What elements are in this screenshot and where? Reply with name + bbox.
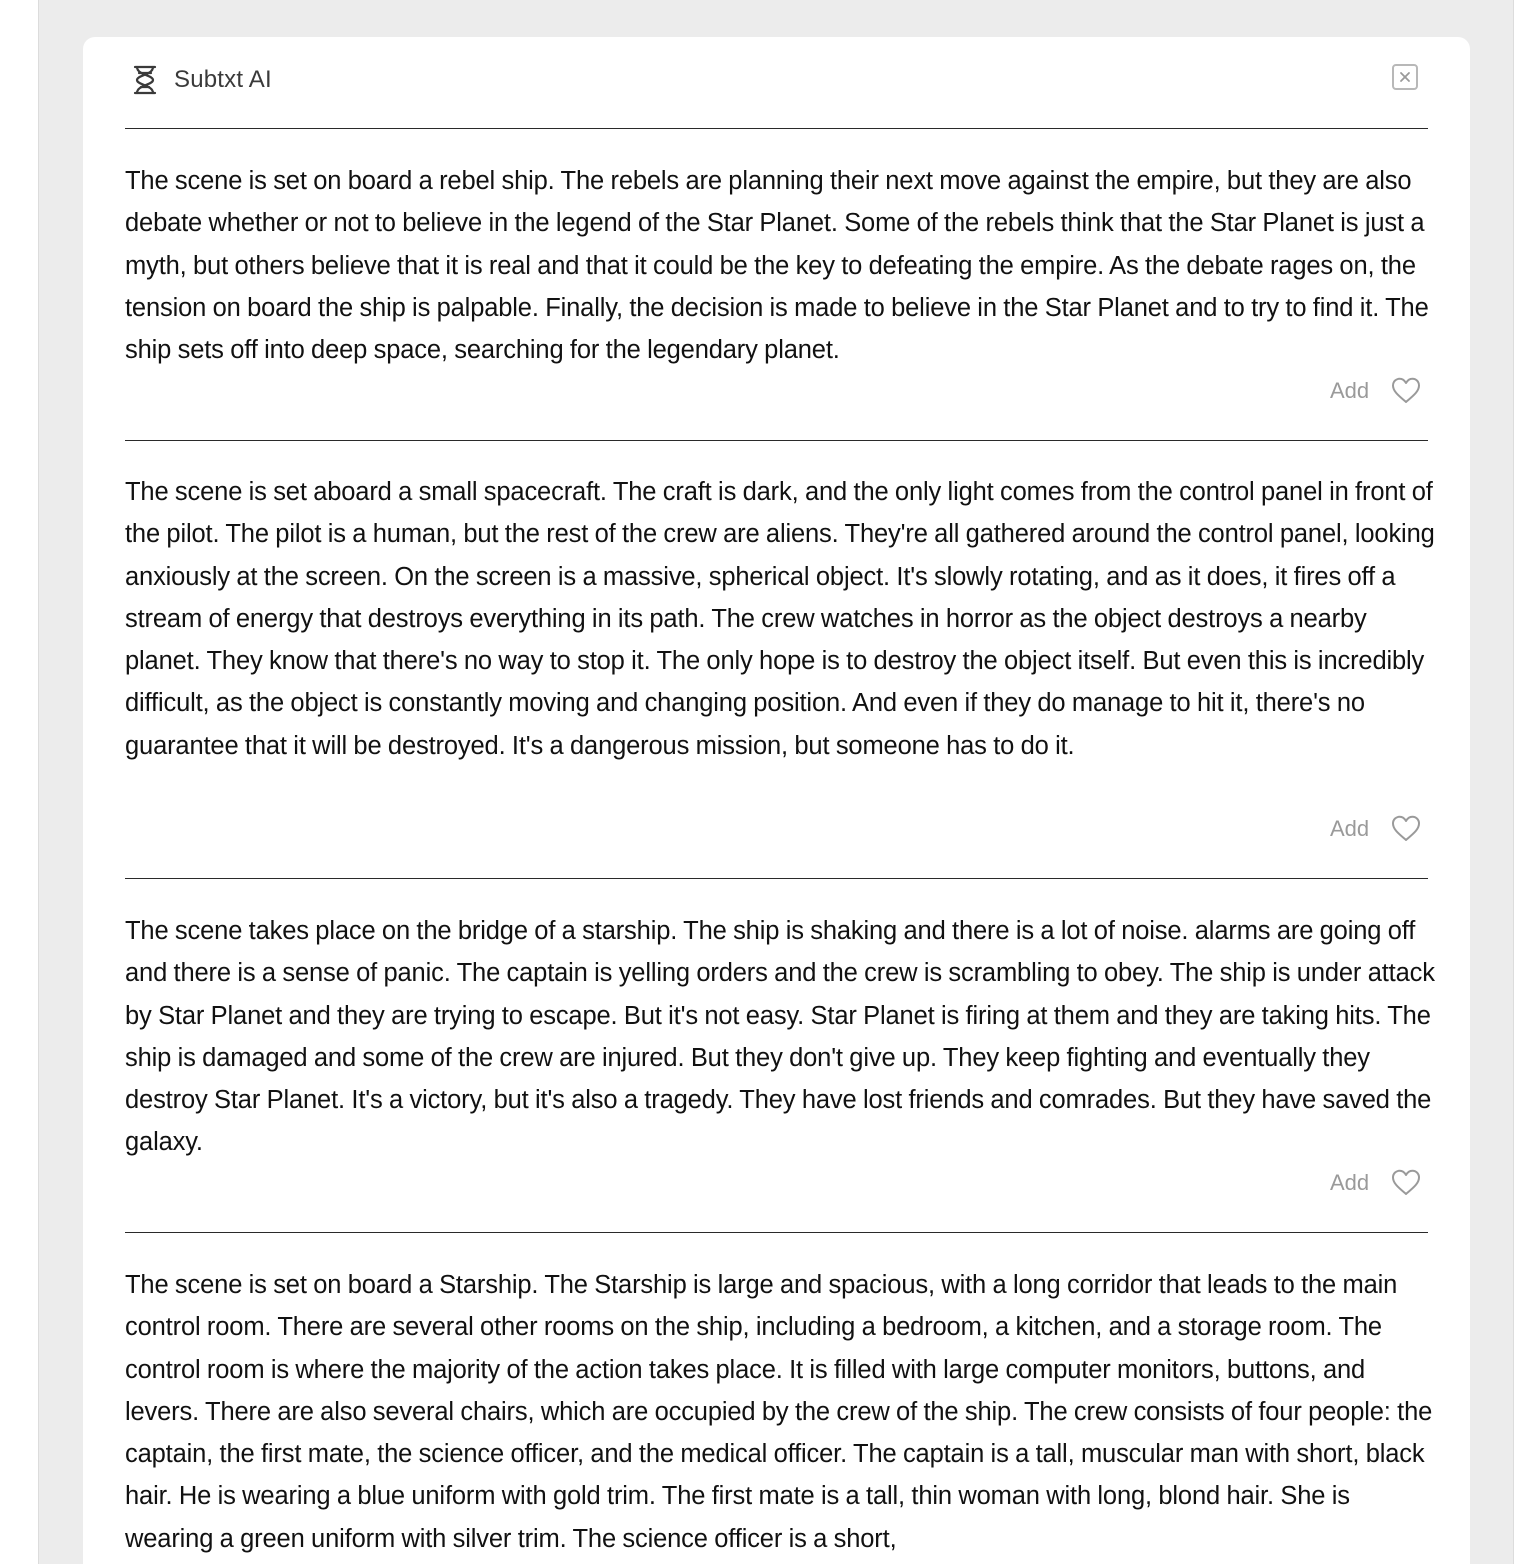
app-title: Subtxt AI xyxy=(174,66,272,93)
add-button[interactable]: Add xyxy=(1330,811,1369,847)
result-actions xyxy=(1303,1165,1428,1201)
page-margin-left xyxy=(0,0,38,1564)
hourglass-icon xyxy=(133,65,157,95)
divider xyxy=(125,1232,1428,1233)
heart-icon[interactable] xyxy=(1391,376,1421,406)
divider xyxy=(125,440,1428,441)
result-text: The scene is set on board a Starship. The Starship is large and spacious, with a long corridor that leads to the main control room. There are several other rooms on the ship, including a bedroom, a kitchen, and a storage room. The control room is where the majority of the action takes place. It is filled with large computer monitors, buttons, and levers. There are also several chairs, which are occupied by the crew of the ship. The crew consists of four people: the captain, the first mate, the science officer, and the medical officer. The captain is a tall, muscular man with short, black hair. He is wearing a blue uniform with gold trim. The first mate is a tall, thin woman with long, blond hair. She is wearing a green uniform with silver trim. The science officer is a short, xyxy=(125,1271,1433,1553)
add-button[interactable]: Add xyxy=(1330,1165,1369,1201)
result-text: The scene is set aboard a small spacecraft. The craft is dark, and the only light comes from the control panel in front of the pilot. The pilot is a human, but the rest of the crew are aliens. They're all gathered around the control panel, looking anxiously at the screen. On the screen is a massive, spherical object. It's slowly rotating, and as it does, it fires off a stream of energy that destroys everything in its path. The crew watches in horror as the object destroys a nearby planet. They know that there's no way to stop it. The only hope is to destroy the object itself. But even this is incredibly difficult, as the object is constantly moving and changing position. And even if they do manage to hit it, there's no guarantee that it will be destroyed. It's a dangerous mission, but someone has to do it. xyxy=(125,478,1435,760)
result-text: The scene takes place on the bridge of a starship. The ship is shaking and there is a lot of noise. alarms are going off and there is a sense of panic. The captain is yelling orders and the crew is scrambling to obey. The ship is under attack by Star Planet and they are trying to escape. But it's not easy. Star Planet is firing at them and they are taking hits. The ship is damaged and some of the crew are injured. But they don't give up. They keep fighting and eventually they destroy Star Planet. It's a victory, but it's also a tragedy. They have lost friends and comrades. But they have saved the galaxy. xyxy=(125,917,1435,1157)
divider xyxy=(125,128,1428,129)
result-actions xyxy=(1303,373,1428,409)
page-margin-right xyxy=(1514,0,1536,1564)
heart-icon[interactable] xyxy=(1391,814,1421,844)
result-text: The scene is set on board a rebel ship. The rebels are planning their next move against the empire, but they are also debate whether or not to believe in the legend of the Star Planet. Some of the rebels think that the Star Planet is just a myth, but others believe that it is real and that it could be the key to defeating the empire. As the debate rages on, the tension on board the ship is palpable. Finally, the decision is made to believe in the Star Planet and to try to find it. The ship sets off into deep space, searching for the legendary planet. xyxy=(125,167,1429,365)
result-actions xyxy=(1303,811,1428,847)
subtxt-ai-panel xyxy=(83,37,1470,1564)
close-button[interactable] xyxy=(1392,64,1418,90)
close-icon xyxy=(1394,66,1416,88)
divider xyxy=(125,878,1428,879)
heart-icon[interactable] xyxy=(1391,1168,1421,1198)
add-button[interactable]: Add xyxy=(1330,373,1369,409)
panel-header xyxy=(125,59,1428,129)
